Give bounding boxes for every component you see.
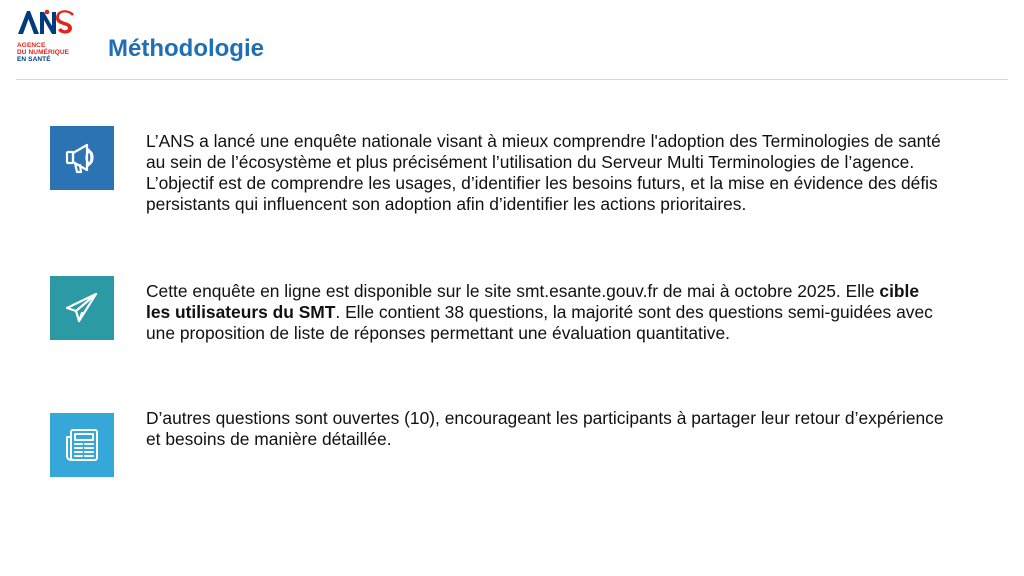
section-3-text: D’autres questions sont ouvertes (10), encourageant les participants à partager leur retour d’expérience et besoins de manière détaillée.	[146, 408, 944, 449]
paper-plane-icon	[50, 276, 114, 340]
page-title: Méthodologie	[108, 35, 264, 62]
logo-line2: DU NUMÉRIQUE	[17, 49, 70, 57]
megaphone-icon	[50, 126, 114, 190]
section-2-text-after: . Elle contient 38 questions, la majorité sont des questions semi-guidées avec une proposition de liste de réponses permettant une évaluation quantitative.	[146, 302, 933, 343]
section-2-text-before: Cette enquête en ligne est disponible sur le site smt.esante.gouv.fr de mai à octobre 2025. Elle	[146, 281, 880, 301]
newspaper-icon	[50, 413, 114, 477]
section-2-text	[146, 281, 946, 344]
ans-logo	[16, 8, 80, 66]
logo-line1: AGENCE	[17, 42, 46, 49]
ans-logo-mark	[16, 8, 76, 36]
section-1-text: L’ANS a lancé une enquête nationale visant à mieux comprendre l'adoption des Terminologies de santé au sein de l’écosystème et plus précisément l’utilisation du Serveur Multi Terminologies de l’agence. L’objectif est de comprendre les usages, d’identifier les besoins futurs, et la mise en évidence des défis persistants qui influencent son adoption afin d’identifier les actions prioritaires.	[146, 131, 941, 214]
ans-logo-text	[17, 42, 69, 64]
header-divider	[16, 79, 1008, 80]
section-2-text-bold: cible les utilisateurs du SMT	[146, 281, 920, 322]
logo-line3: EN SANTÉ	[17, 56, 51, 64]
